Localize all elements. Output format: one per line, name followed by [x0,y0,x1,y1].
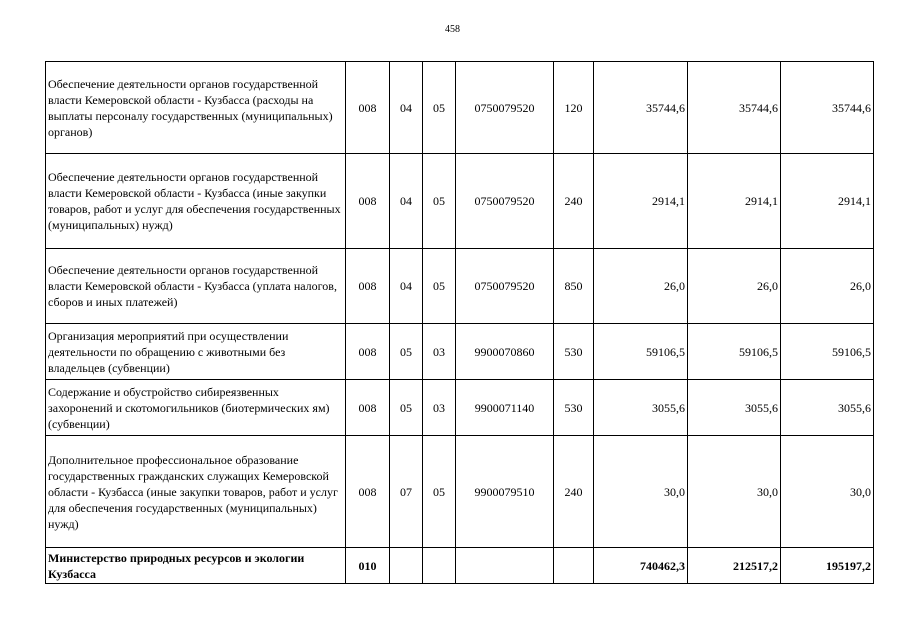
row-name: Обеспечение деятельности органов государственной власти Кемеровской области - Кузбасса (уплата налогов, сборов и иных платежей) [46,249,346,324]
table-row-total [46,548,874,584]
ministry-code: 008 [346,324,390,380]
amount-year-1: 30,0 [594,436,688,548]
amount-year-1: 3055,6 [594,380,688,436]
amount-year-3: 59106,5 [781,324,874,380]
section-code: 04 [390,154,423,249]
amount-year-2: 35744,6 [688,62,781,154]
expense-type-code: 240 [554,436,594,548]
section-code: 04 [390,62,423,154]
amount-year-2: 3055,6 [688,380,781,436]
row-name: Обеспечение деятельности органов государственной власти Кемеровской области - Кузбасса (иные закупки товаров, работ и услуг для обеспечения государственных (муниципальных) нужд) [46,154,346,249]
expense-type-code: 530 [554,380,594,436]
table-row [46,249,874,324]
subsection-code: 05 [423,436,456,548]
expense-type-code [554,548,594,584]
ministry-code: 008 [346,249,390,324]
row-name: Содержание и обустройство сибиреязвенных захоронений и скотомогильников (биотермических ям) (субвенции) [46,380,346,436]
amount-year-3: 35744,6 [781,62,874,154]
ministry-code: 008 [346,436,390,548]
table-row [46,154,874,249]
amount-year-1: 740462,3 [594,548,688,584]
row-name: Обеспечение деятельности органов государственной власти Кемеровской области - Кузбасса (расходы на выплаты персоналу государственных (муниципальных) органов) [46,62,346,154]
section-code [390,548,423,584]
amount-year-1: 59106,5 [594,324,688,380]
table-row [46,436,874,548]
amount-year-3: 26,0 [781,249,874,324]
ministry-code: 010 [346,548,390,584]
amount-year-3: 3055,6 [781,380,874,436]
section-code: 05 [390,324,423,380]
table-row [46,380,874,436]
subsection-code [423,548,456,584]
amount-year-3: 30,0 [781,436,874,548]
subsection-code: 03 [423,324,456,380]
subsection-code: 03 [423,380,456,436]
amount-year-2: 2914,1 [688,154,781,249]
target-code: 9900071140 [456,380,554,436]
amount-year-2: 212517,2 [688,548,781,584]
amount-year-2: 26,0 [688,249,781,324]
row-name: Организация мероприятий при осуществлении деятельности по обращению с животными без владельцев (субвенции) [46,324,346,380]
row-name: Министерство природных ресурсов и экологии Кузбасса [46,548,346,584]
amount-year-1: 35744,6 [594,62,688,154]
target-code: 0750079520 [456,249,554,324]
subsection-code: 05 [423,62,456,154]
amount-year-2: 59106,5 [688,324,781,380]
ministry-code: 008 [346,154,390,249]
table-row [46,324,874,380]
ministry-code: 008 [346,62,390,154]
expense-type-code: 530 [554,324,594,380]
target-code: 0750079520 [456,62,554,154]
expense-type-code: 120 [554,62,594,154]
page-number: 458 [445,24,460,35]
amount-year-1: 2914,1 [594,154,688,249]
amount-year-3: 2914,1 [781,154,874,249]
target-code: 9900070860 [456,324,554,380]
amount-year-3: 195197,2 [781,548,874,584]
expense-type-code: 850 [554,249,594,324]
subsection-code: 05 [423,249,456,324]
target-code [456,548,554,584]
target-code: 9900079510 [456,436,554,548]
amount-year-2: 30,0 [688,436,781,548]
target-code: 0750079520 [456,154,554,249]
subsection-code: 05 [423,154,456,249]
section-code: 07 [390,436,423,548]
amount-year-1: 26,0 [594,249,688,324]
ministry-code: 008 [346,380,390,436]
section-code: 04 [390,249,423,324]
row-name: Дополнительное профессиональное образование государственных гражданских служащих Кемеровской области - Кузбасса (иные закупки товаров, работ и услуг для обеспечения государственных (муниципальных) нужд) [46,436,346,548]
budget-table [45,61,874,584]
expense-type-code: 240 [554,154,594,249]
table-row [46,62,874,154]
section-code: 05 [390,380,423,436]
